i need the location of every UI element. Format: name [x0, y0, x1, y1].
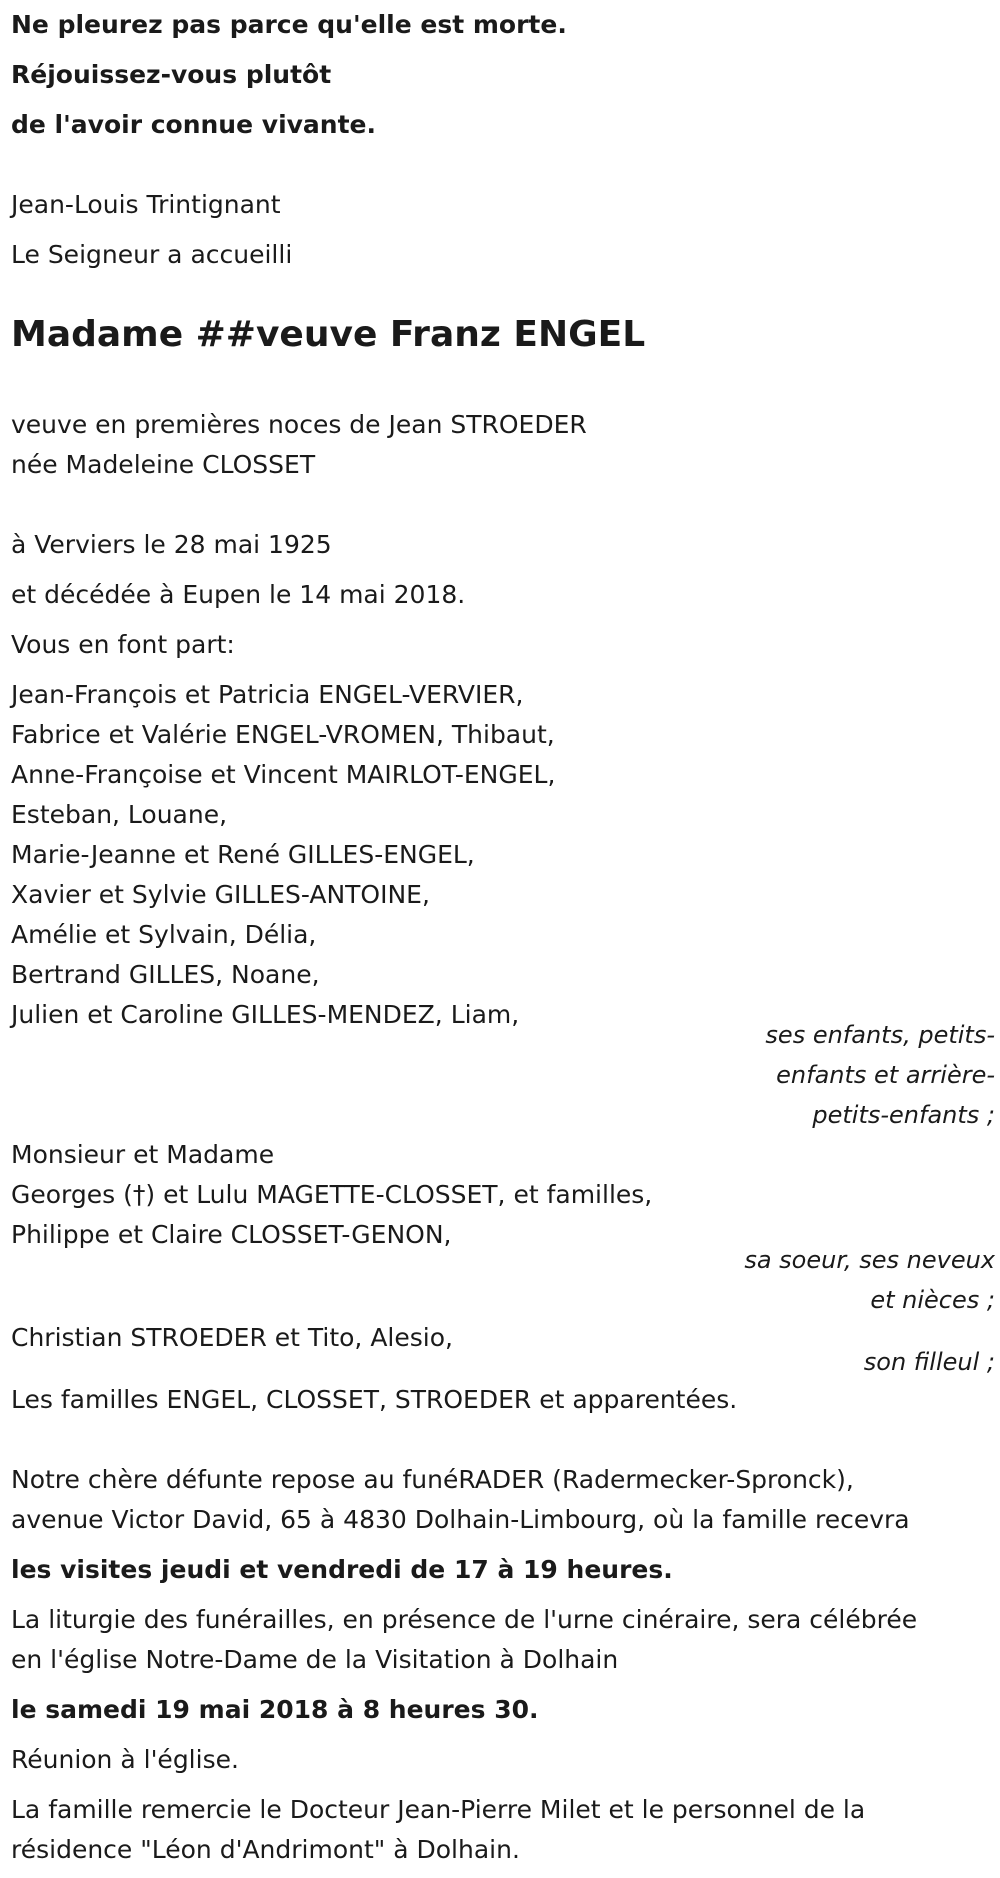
- godson-text: Christian STROEDER et Tito, Alesio,: [11, 1323, 453, 1352]
- thanks-line-2: résidence "Léon d'Andrimont" à Dolhain.: [11, 1835, 520, 1864]
- list-item: Esteban, Louane,: [11, 800, 228, 829]
- list-item: Marie-Jeanne et René GILLES-ENGEL,: [11, 840, 475, 869]
- rest-line-1: Notre chère défunte repose au funéRADER (Radermecker-Spronck),: [11, 1465, 854, 1494]
- ceremony-text: le samedi 19 mai 2018 à 8 heures 30.: [11, 1695, 539, 1724]
- page-title: Madame ##veuve Franz ENGEL: [11, 314, 646, 355]
- epigraph-line-2: Réjouissez-vous plutôt: [11, 60, 332, 89]
- children-label-line: ses enfants, petits-: [765, 1021, 995, 1049]
- epigraph-line-3: de l'avoir connue vivante.: [11, 110, 377, 139]
- godson-label: son filleul ;: [863, 1348, 995, 1376]
- visits-text: les visites jeudi et vendredi de 17 à 19 heures.: [11, 1555, 673, 1584]
- rest-line-2: avenue Victor David, 65 à 4830 Dolhain-Limbourg, où la famille recevra: [11, 1505, 910, 1534]
- liturgy-line-1: La liturgie des funérailles, en présence de l'urne cinéraire, sera célébrée: [11, 1605, 918, 1634]
- thanks-line-1: La famille remercie le Docteur Jean-Pierre Milet et le personnel de la: [11, 1795, 866, 1824]
- list-item: Amélie et Sylvain, Délia,: [11, 920, 317, 949]
- widow-line-1: veuve en premières noces de Jean STROEDER: [11, 410, 587, 439]
- siblings-label-line: sa soeur, ses neveux: [744, 1246, 995, 1274]
- families-text: Les familles ENGEL, CLOSSET, STROEDER et apparentées.: [11, 1385, 738, 1414]
- children-label-line: petits-enfants ;: [812, 1101, 995, 1129]
- list-item: Bertrand GILLES, Noane,: [11, 960, 320, 989]
- death-text: et décédée à Eupen le 14 mai 2018.: [11, 580, 466, 609]
- list-item: Philippe et Claire CLOSSET-GENON,: [11, 1220, 452, 1249]
- list-item: Xavier et Sylvie GILLES-ANTOINE,: [11, 880, 430, 909]
- widow-line-2: née Madeleine CLOSSET: [11, 450, 316, 479]
- children-label-line: enfants et arrière-: [776, 1061, 995, 1089]
- intro-text: Le Seigneur a accueilli: [11, 240, 293, 269]
- list-item: Georges (†) et Lulu MAGETTE-CLOSSET, et familles,: [11, 1180, 653, 1209]
- list-item: Jean-François et Patricia ENGEL-VERVIER,: [11, 680, 524, 709]
- birth-text: à Verviers le 28 mai 1925: [11, 530, 332, 559]
- liturgy-line-2: en l'église Notre-Dame de la Visitation à Dolhain: [11, 1645, 619, 1674]
- meeting-text: Réunion à l'église.: [11, 1745, 239, 1774]
- epigraph-line-1: Ne pleurez pas parce qu'elle est morte.: [11, 10, 567, 39]
- announce-text: Vous en font part:: [11, 630, 235, 659]
- siblings-label-line: et nièces ;: [870, 1286, 995, 1314]
- list-item: Anne-Françoise et Vincent MAIRLOT-ENGEL,: [11, 760, 556, 789]
- list-item: Fabrice et Valérie ENGEL-VROMEN, Thibaut,: [11, 720, 555, 749]
- list-item: Monsieur et Madame: [11, 1140, 275, 1169]
- siblings-list: [11, 1135, 652, 1255]
- list-item: Julien et Caroline GILLES-MENDEZ, Liam,: [11, 1000, 520, 1029]
- epigraph-author: Jean-Louis Trintignant: [11, 190, 281, 219]
- children-list: [11, 675, 555, 1035]
